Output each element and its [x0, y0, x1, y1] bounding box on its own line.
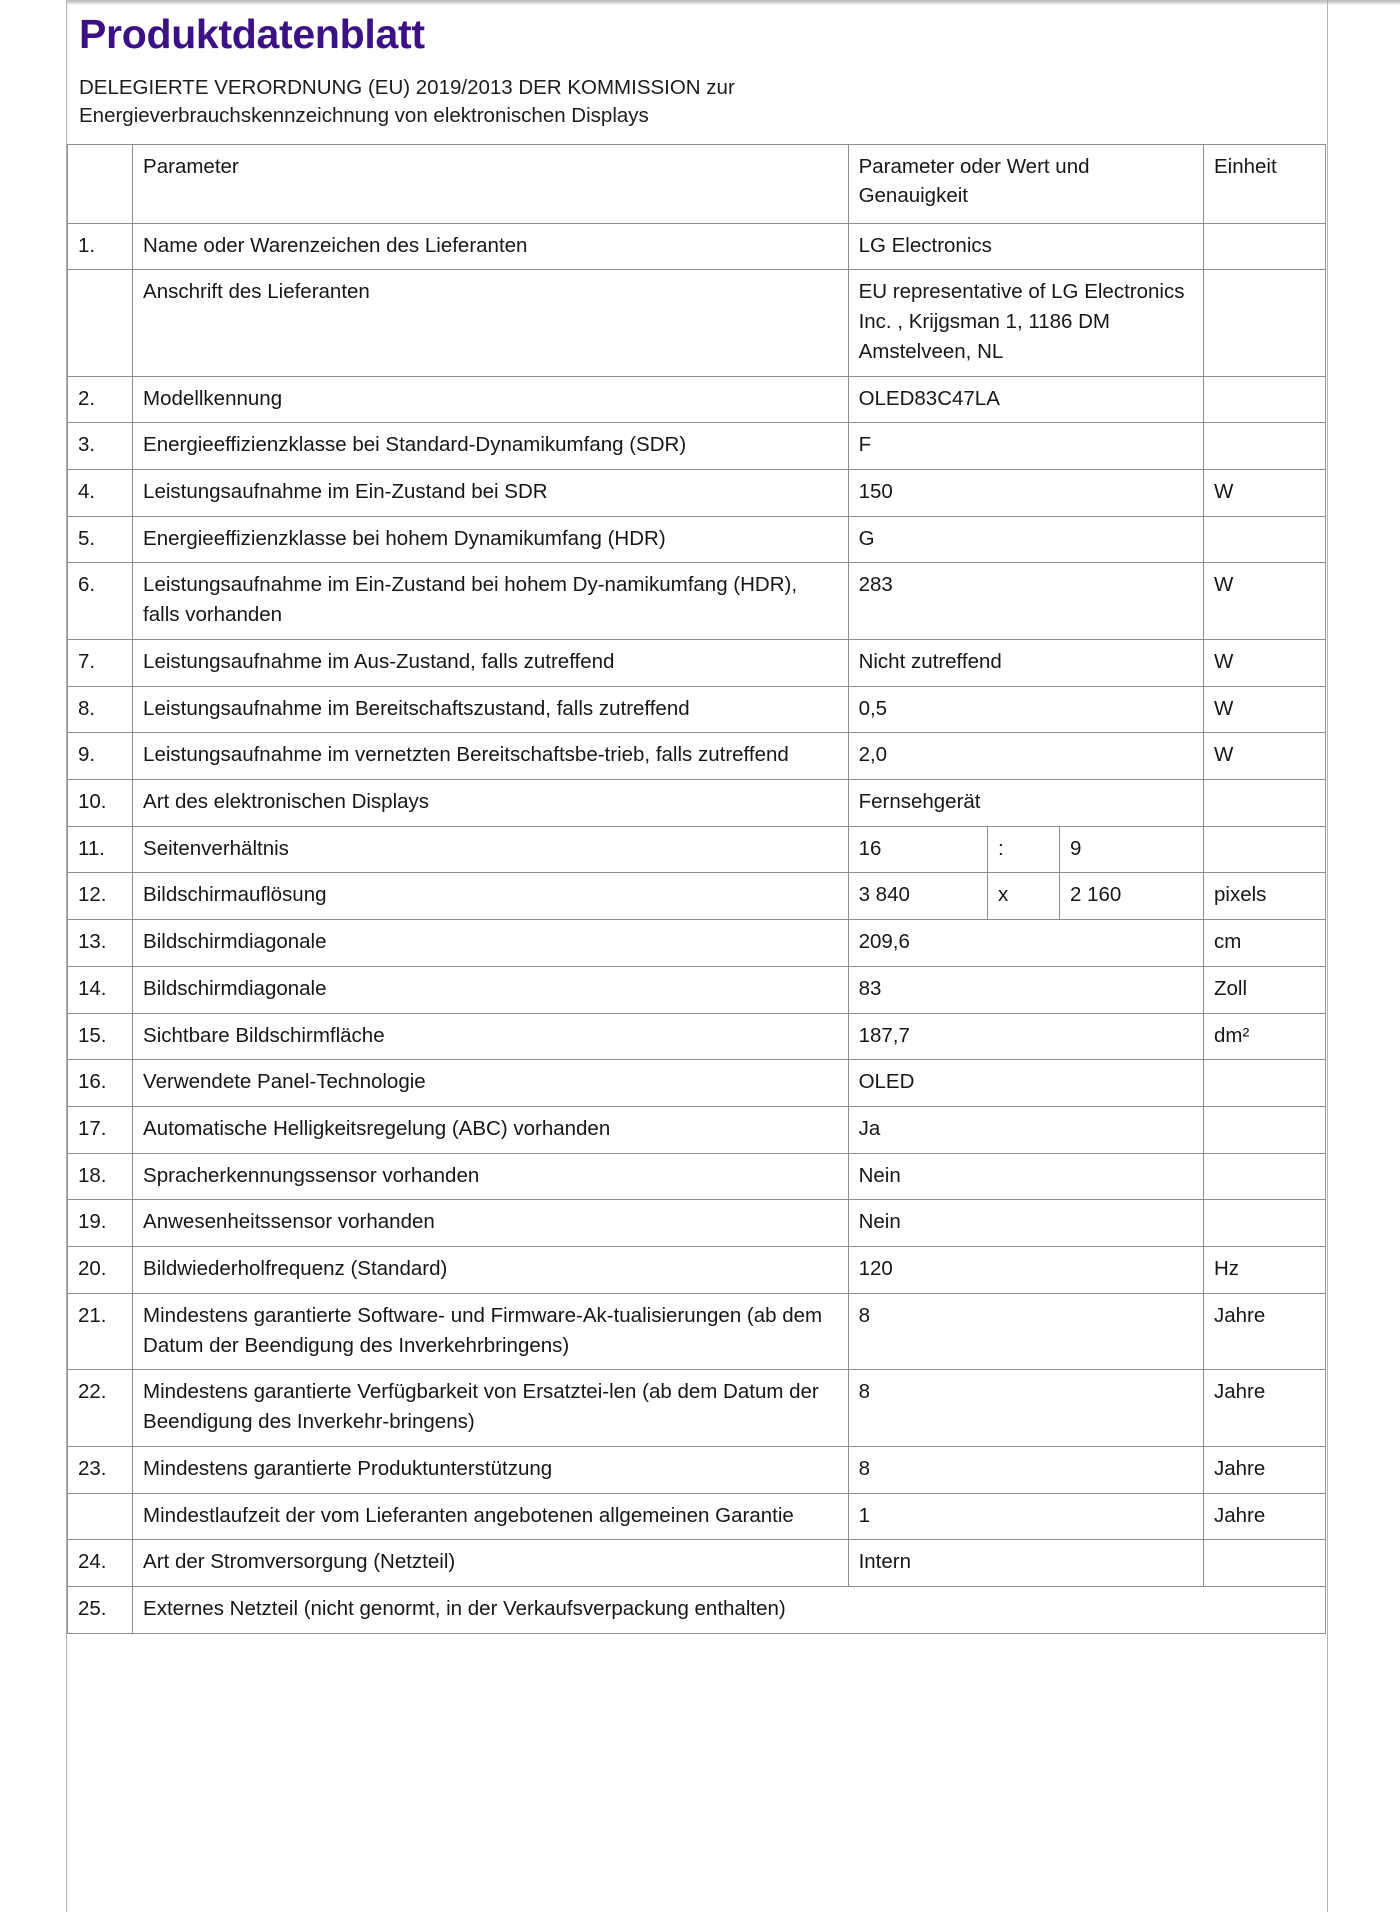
row-index: 5.: [68, 516, 133, 563]
table-row: [68, 1107, 1326, 1154]
row-parameter: Mindestlaufzeit der vom Lieferanten angebotenen allgemeinen Garantie: [133, 1493, 849, 1540]
row-value: EU representative of LG Electronics Inc. , Krijgsman 1, 1186 DM Amstelveen, NL: [848, 270, 1203, 376]
row-value: 283: [848, 563, 1203, 639]
row-index: 23.: [68, 1446, 133, 1493]
row-unit: [1204, 376, 1326, 423]
row-unit: [1204, 223, 1326, 270]
table-row: [68, 1247, 1326, 1294]
row-index: [68, 270, 133, 376]
header-index: [68, 144, 133, 223]
row-index: 4.: [68, 469, 133, 516]
row-parameter: Art der Stromversorgung (Netzteil): [133, 1540, 849, 1587]
document-content: [67, 0, 1327, 1634]
row-index: 21.: [68, 1293, 133, 1369]
row-unit: pixels: [1204, 873, 1326, 920]
table-row: [68, 563, 1326, 639]
row-parameter: Seitenverhältnis: [133, 826, 849, 873]
row-value: Nicht zutreffend: [848, 639, 1203, 686]
row-index: 18.: [68, 1153, 133, 1200]
row-parameter: Anschrift des Lieferanten: [133, 270, 849, 376]
table-row: [68, 1293, 1326, 1369]
row-index: 3.: [68, 423, 133, 470]
row-unit: cm: [1204, 920, 1326, 967]
row-parameter: Bildwiederholfrequenz (Standard): [133, 1247, 849, 1294]
row-unit: [1204, 1060, 1326, 1107]
row-unit: dm²: [1204, 1013, 1326, 1060]
row-value: OLED83C47LA: [848, 376, 1203, 423]
row-parameter: Modellkennung: [133, 376, 849, 423]
product-information-table: [67, 144, 1326, 1634]
row-parameter: Spracherkennungssensor vorhanden: [133, 1153, 849, 1200]
row-unit: Jahre: [1204, 1293, 1326, 1369]
row-parameter: Energieeffizienzklasse bei hohem Dynamikumfang (HDR): [133, 516, 849, 563]
row-index: 1.: [68, 223, 133, 270]
table-row: [68, 733, 1326, 780]
row-value: 120: [848, 1247, 1203, 1294]
table-row: [68, 1540, 1326, 1587]
row-unit: [1204, 423, 1326, 470]
row-parameter: Anwesenheitssensor vorhanden: [133, 1200, 849, 1247]
row-parameter: Mindestens garantierte Software- und Firmware-Ak-tualisierungen (ab dem Datum der Beendigung des Inverkehrbringens): [133, 1293, 849, 1369]
row-parameter: Bildschirmdiagonale: [133, 920, 849, 967]
table-row: [68, 826, 1326, 873]
table-row: [68, 469, 1326, 516]
table-row: [68, 376, 1326, 423]
row-index: 19.: [68, 1200, 133, 1247]
row-value: Intern: [848, 1540, 1203, 1587]
row-value: Fernsehgerät: [848, 780, 1203, 827]
row-value: G: [848, 516, 1203, 563]
row-index: 13.: [68, 920, 133, 967]
row-value-first: 3 840: [848, 873, 987, 920]
row-parameter: Externes Netzteil (nicht genormt, in der Verkaufsverpackung enthalten): [133, 1586, 1326, 1633]
row-value: F: [848, 423, 1203, 470]
row-index: 7.: [68, 639, 133, 686]
row-parameter: Verwendete Panel-Technologie: [133, 1060, 849, 1107]
table-row: [68, 223, 1326, 270]
table-row: [68, 516, 1326, 563]
table-header: [68, 144, 1326, 223]
row-value-separator: :: [987, 826, 1059, 873]
row-unit: Jahre: [1204, 1446, 1326, 1493]
row-parameter: Leistungsaufnahme im Ein-Zustand bei SDR: [133, 469, 849, 516]
row-index: [68, 1493, 133, 1540]
row-parameter: Leistungsaufnahme im Ein-Zustand bei hohem Dy-namikumfang (HDR), falls vorhanden: [133, 563, 849, 639]
row-parameter: Mindestens garantierte Verfügbarkeit von Ersatztei-len (ab dem Datum der Beendigung des Inverkehr-bringens): [133, 1370, 849, 1446]
row-unit: W: [1204, 469, 1326, 516]
page-right-edge: [1327, 0, 1328, 1912]
document-subtitle: DELEGIERTE VERORDNUNG (EU) 2019/2013 DER KOMMISSION zur Energieverbrauchskennzeichnung von elektronischen Displays: [79, 75, 735, 127]
row-value-second: 2 160: [1059, 873, 1203, 920]
row-index: 14.: [68, 966, 133, 1013]
row-parameter: Bildschirmauflösung: [133, 873, 849, 920]
row-value: 8: [848, 1446, 1203, 1493]
row-parameter: Mindestens garantierte Produktunterstützung: [133, 1446, 849, 1493]
row-unit: W: [1204, 733, 1326, 780]
row-index: 12.: [68, 873, 133, 920]
row-value: 2,0: [848, 733, 1203, 780]
row-value: 83: [848, 966, 1203, 1013]
row-index: 9.: [68, 733, 133, 780]
table-row: [68, 1446, 1326, 1493]
row-value: 1: [848, 1493, 1203, 1540]
row-unit: [1204, 516, 1326, 563]
header-value: Parameter oder Wert und Genauigkeit: [848, 144, 1203, 223]
table-row: [68, 1370, 1326, 1446]
row-index: 20.: [68, 1247, 133, 1294]
table-row: [68, 920, 1326, 967]
row-unit: Zoll: [1204, 966, 1326, 1013]
row-index: 22.: [68, 1370, 133, 1446]
row-unit: W: [1204, 639, 1326, 686]
row-unit: [1204, 780, 1326, 827]
row-value: Nein: [848, 1200, 1203, 1247]
table-row: [68, 686, 1326, 733]
header-unit: Einheit: [1204, 144, 1326, 223]
row-value-second: 9: [1059, 826, 1203, 873]
row-index: 10.: [68, 780, 133, 827]
table-row: [68, 966, 1326, 1013]
row-index: 2.: [68, 376, 133, 423]
table-row: [68, 1013, 1326, 1060]
row-value: 150: [848, 469, 1203, 516]
row-parameter: Name oder Warenzeichen des Lieferanten: [133, 223, 849, 270]
row-index: 25.: [68, 1586, 133, 1633]
row-parameter: Energieeffizienzklasse bei Standard-Dynamikumfang (SDR): [133, 423, 849, 470]
row-index: 8.: [68, 686, 133, 733]
table-row: [68, 423, 1326, 470]
table-row: [68, 1060, 1326, 1107]
table-row: [68, 270, 1326, 376]
row-value: 187,7: [848, 1013, 1203, 1060]
page-title: Produktdatenblatt: [79, 11, 425, 57]
row-parameter: Leistungsaufnahme im vernetzten Bereitschaftsbe-trieb, falls zutreffend: [133, 733, 849, 780]
row-value-separator: x: [987, 873, 1059, 920]
row-value: 0,5: [848, 686, 1203, 733]
row-value-first: 16: [848, 826, 987, 873]
row-index: 17.: [68, 1107, 133, 1154]
table-row: [68, 1200, 1326, 1247]
table-row: [68, 1153, 1326, 1200]
table-row: [68, 1586, 1326, 1633]
row-parameter: Leistungsaufnahme im Aus-Zustand, falls zutreffend: [133, 639, 849, 686]
table-row: [68, 780, 1326, 827]
row-unit: W: [1204, 563, 1326, 639]
table-row: [68, 639, 1326, 686]
row-unit: Jahre: [1204, 1370, 1326, 1446]
row-unit: [1204, 270, 1326, 376]
row-index: 15.: [68, 1013, 133, 1060]
row-parameter: Sichtbare Bildschirmfläche: [133, 1013, 849, 1060]
row-value: 209,6: [848, 920, 1203, 967]
row-unit: [1204, 1540, 1326, 1587]
row-value: Nein: [848, 1153, 1203, 1200]
row-parameter: Automatische Helligkeitsregelung (ABC) vorhanden: [133, 1107, 849, 1154]
row-parameter: Bildschirmdiagonale: [133, 966, 849, 1013]
row-value: 8: [848, 1293, 1203, 1369]
row-unit: Jahre: [1204, 1493, 1326, 1540]
row-value: LG Electronics: [848, 223, 1203, 270]
row-unit: Hz: [1204, 1247, 1326, 1294]
table-row: [68, 873, 1326, 920]
row-unit: [1204, 1200, 1326, 1247]
table-row: [68, 1493, 1326, 1540]
row-index: 24.: [68, 1540, 133, 1587]
row-unit: [1204, 826, 1326, 873]
row-unit: [1204, 1153, 1326, 1200]
row-index: 16.: [68, 1060, 133, 1107]
header-parameter: Parameter: [133, 144, 849, 223]
table-header-row: [68, 144, 1326, 223]
row-index: 6.: [68, 563, 133, 639]
row-value: OLED: [848, 1060, 1203, 1107]
row-parameter: Leistungsaufnahme im Bereitschaftszustand, falls zutreffend: [133, 686, 849, 733]
table-body: [68, 223, 1326, 1633]
row-value: 8: [848, 1370, 1203, 1446]
row-unit: W: [1204, 686, 1326, 733]
row-value: Ja: [848, 1107, 1203, 1154]
row-parameter: Art des elektronischen Displays: [133, 780, 849, 827]
row-index: 11.: [68, 826, 133, 873]
row-unit: [1204, 1107, 1326, 1154]
